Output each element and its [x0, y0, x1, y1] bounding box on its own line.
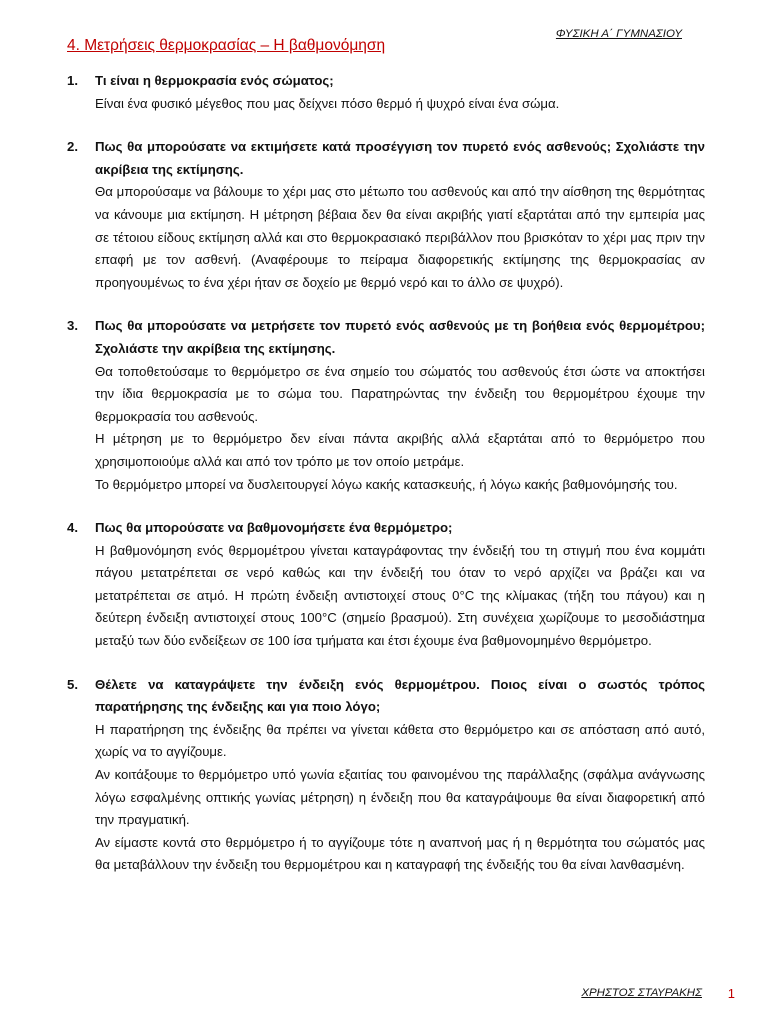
page-title: 4. Μετρήσεις θερμοκρασίας – Η βαθμονόμηση — [67, 37, 386, 54]
question-item-4 — [67, 517, 705, 653]
question-text: Πως θα μπορούσατε να βαθμονομήσετε ένα θερμόμετρο; — [95, 520, 453, 536]
question-number: 1. — [67, 73, 78, 88]
answer-paragraph: Αν κοιτάξουμε το θερμόμετρο υπό γωνία εξαιτίας του φαινομένου της παράλλαξης (σφάλμα ανάγνωσης λόγω εσφαλμένης οπτικής γωνίας μέτρηση) η ένδειξη που θα καταγράψουμε θα είναι διαφορετική από την πραγματική. — [95, 767, 705, 828]
question-item-2 — [67, 136, 705, 294]
question-body — [95, 674, 705, 877]
question-number: 2. — [67, 139, 78, 155]
question-body — [95, 517, 705, 653]
answer-paragraph: Είναι ένα φυσικό μέγεθος που μας δείχνει πόσο θερμό ή ψυχρό είναι ένα σώμα. — [95, 95, 560, 111]
question-text: Πως θα μπορούσατε να εκτιμήσετε κατά προσέγγιση τον πυρετό ενός ασθενούς; Σχολιάστε την ακρίβεια της εκτίμησης. — [95, 139, 705, 177]
answer-paragraph: Το θερμόμετρο μπορεί να δυσλειτουργεί λόγω κακής κατασκευής, ή λόγω κακής βαθμονόμησής του. — [95, 476, 678, 492]
question-item-5 — [67, 674, 705, 877]
answer-paragraph: Θα μπορούσαμε να βάλουμε το χέρι μας στο μέτωπο του ασθενούς και από την αίσθηση της θερμότητας να κάνουμε μια εκτίμηση. Η μέτρηση βέβαια δεν θα είναι ακριβής γιατί εξαρτάται από την εμπειρία μας σε τέτοιου είδους εκτίμηση αλλά και στο θερμοκρασιακό περιβάλλον που βρισκόταν το χέρι μας πριν την επαφή με τον ασθενή. (Αναφέρουμε το πείραμα διαφορετικής εκτίμησης της θερμοκρασίας αν προηγουμένως το ένα χέρι ήταν σε δοχείο με θερμό νερό και το άλλο σε ψυχρό). — [95, 184, 705, 290]
page-header-subject: ΦΥΣΙΚΗ Α΄ ΓΥΜΝΑΣΙΟΥ — [555, 28, 682, 40]
question-number: 4. — [67, 520, 78, 536]
answer-paragraph: Θα τοποθετούσαμε το θερμόμετρο σε ένα σημείο του σώματός του ασθενούς έτσι ώστε να αποκτήσει την ίδια θερμοκρασία με το σώμα του. Παρατηρώντας την ένδειξη του θερμομέτρου έχουμε την θερμοκρασία του ασθενούς. — [95, 363, 705, 424]
question-number: 3. — [67, 318, 78, 334]
question-number: 5. — [67, 676, 78, 692]
question-text: Τι είναι η θερμοκρασία ενός σώματος; — [95, 73, 334, 88]
answer-paragraph: Η μέτρηση με το θερμόμετρο δεν είναι πάντα ακριβής αλλά εξαρτάται από το θερμόμετρο που χρησιμοποιούμε αλλά και από τον τρόπο με τον οποίο μετράμε. — [95, 431, 705, 469]
answer-paragraph: Η βαθμονόμηση ενός θερμομέτρου γίνεται καταγράφοντας την ένδειξή του τη στιγμή που ένα κομμάτι πάγου μετατρέπεται σε νερό καθώς και την ένδειξή του όταν το νερό αρχίζει να βράζει και να μετατρέπεται σε ατμό. Η πρώτη ένδειξη αντιστοιχεί στους 0°C της κλίμακας (τήξη του πάγου) και η δεύτερη ένδειξη αντιστοιχεί στους 100°C (σημείο βρασμού). Στη συνέχεια χωρίζουμε το μεσοδιάστημα μεταξύ των δύο ενδείξεων σε 100 ίσα τμήματα και έτσι έχουμε ένα βαθμονομημένο θερμόμετρο. — [95, 542, 705, 649]
question-item-1 — [67, 70, 705, 115]
question-text: Πως θα μπορούσατε να μετρήσετε τον πυρετό ενός ασθενούς με τη βοήθεια ενός θερμομέτρου; Σχολιάστε την ακρίβεια της εκτίμησης. — [95, 318, 705, 356]
page-number: 1 — [727, 986, 735, 1001]
answer-paragraph: Αν είμαστε κοντά στο θερμόμετρο ή το αγγίζουμε τότε η αναπνοή μας ή η θερμότητα του σώματός μας θα μεταβάλλουν την ένδειξη του θερμομέτρου και η καταγραφή της ένδειξής του θα είναι λανθασμένη. — [95, 834, 705, 873]
question-body — [95, 136, 705, 294]
question-body — [95, 315, 705, 496]
answer-paragraph: Η παρατήρηση της ένδειξης θα πρέπει να γίνεται κάθετα στο θερμόμετρο και σε απόσταση από αυτό, χωρίς να το αγγίζουμε. — [95, 721, 705, 760]
question-text: Θέλετε να καταγράψετε την ένδειξη ενός θερμομέτρου. Ποιος είναι ο σωστός τρόπος παρατήρησης της ένδειξης και για ποιο λόγο; — [95, 676, 705, 715]
footer-author: ΧΡΗΣΤΟΣ ΣΤΑΥΡΑΚΗΣ — [581, 987, 702, 999]
question-body — [95, 70, 705, 115]
document-body — [67, 70, 705, 898]
question-item-3 — [67, 315, 705, 496]
